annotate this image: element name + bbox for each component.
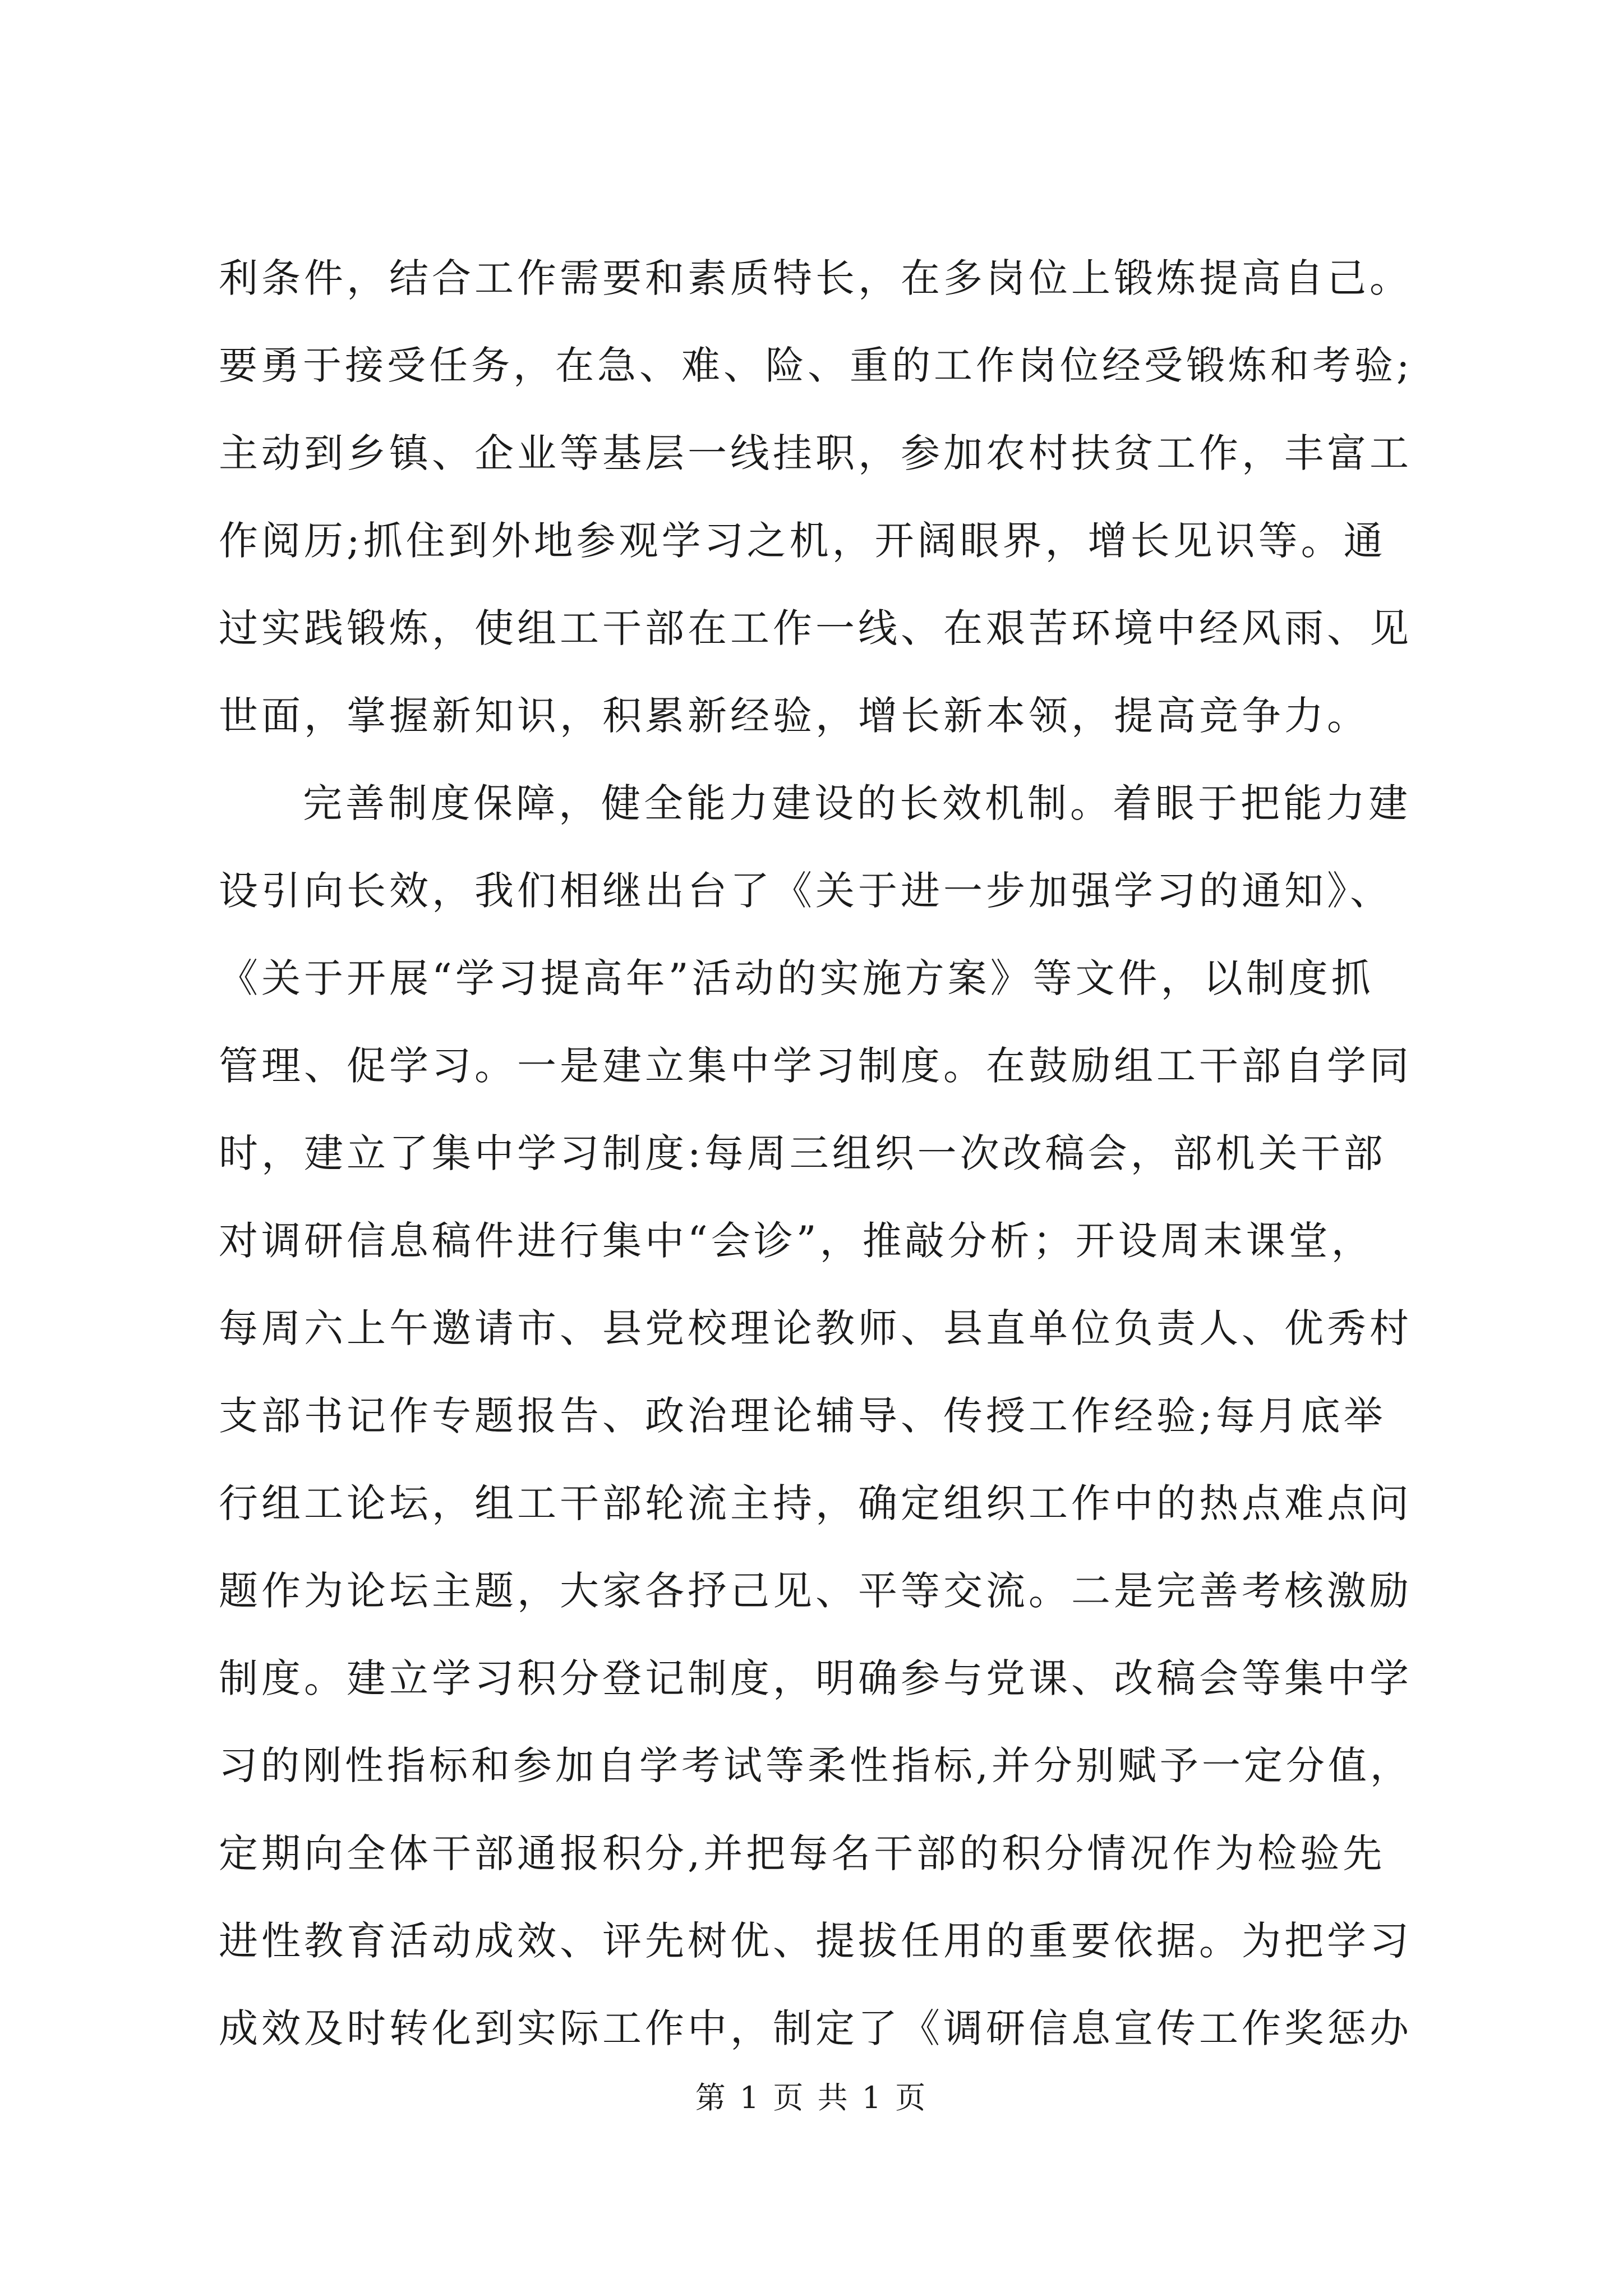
text-line: 行组工论坛，组工干部轮流主持，确定组织工作中的热点难点问 [219, 1480, 1412, 1526]
text-line: 作阅历;抓住到外地参观学习之机，开阔眼界，增长见识等。通 [219, 518, 1386, 564]
text-line: 定期向全体干部通报积分,并把每名干部的积分情况作为检验先 [219, 1830, 1386, 1876]
text-line: 设引向长效，我们相继出台了《关于进一步加强学习的通知》、 [219, 868, 1393, 914]
text-line: 习的刚性指标和参加自学考试等柔性指标,并分别赋予一定分值， [219, 1743, 1412, 1788]
text-line: 利条件，结合工作需要和素质特长，在多岗位上锻炼提高自己。 [219, 255, 1412, 301]
text-line: 过实践锻炼，使组工干部在工作一线、在艰苦环境中经风雨、见 [219, 605, 1412, 651]
text-line: 每周六上午邀请市、县党校理论教师、县直单位负责人、优秀村 [219, 1305, 1412, 1351]
text-line: 《关于开展“学习提高年”活动的实施方案》等文件，以制度抓 [219, 955, 1374, 1001]
page-footer: 第 1 页 共 1 页 [695, 2080, 928, 2115]
paragraph-start-line: 完善制度保障，健全能力建设的长效机制。着眼于把能力建 [303, 780, 1411, 826]
text-line: 制度。建立学习积分登记制度，明确参与党课、改稿会等集中学 [219, 1655, 1412, 1701]
text-line: 世面，掌握新知识，积累新经验，增长新本领，提高竞争力。 [219, 693, 1370, 739]
text-line: 成效及时转化到实际工作中，制定了《调研信息宣传工作奖惩办 [219, 2005, 1412, 2051]
text-line: 时，建立了集中学习制度:每周三组织一次改稿会，部机关干部 [219, 1130, 1386, 1176]
text-line: 主动到乡镇、企业等基层一线挂职，参加农村扶贫工作，丰富工 [219, 430, 1412, 476]
text-line: 要勇于接受任务，在急、难、险、重的工作岗位经受锻炼和考验; [219, 343, 1413, 388]
text-line: 管理、促学习。一是建立集中学习制度。在鼓励组工干部自学同 [219, 1043, 1412, 1089]
text-line: 支部书记作专题报告、政治理论辅导、传授工作经验;每月底举 [219, 1393, 1386, 1439]
text-line: 对调研信息稿件进行集中“会诊”，推敲分析；开设周末课堂， [219, 1218, 1374, 1264]
text-line: 题作为论坛主题，大家各抒己见、平等交流。二是完善考核激励 [219, 1568, 1412, 1614]
text-line: 进性教育活动成效、评先树优、提拔任用的重要依据。为把学习 [219, 1918, 1412, 1964]
